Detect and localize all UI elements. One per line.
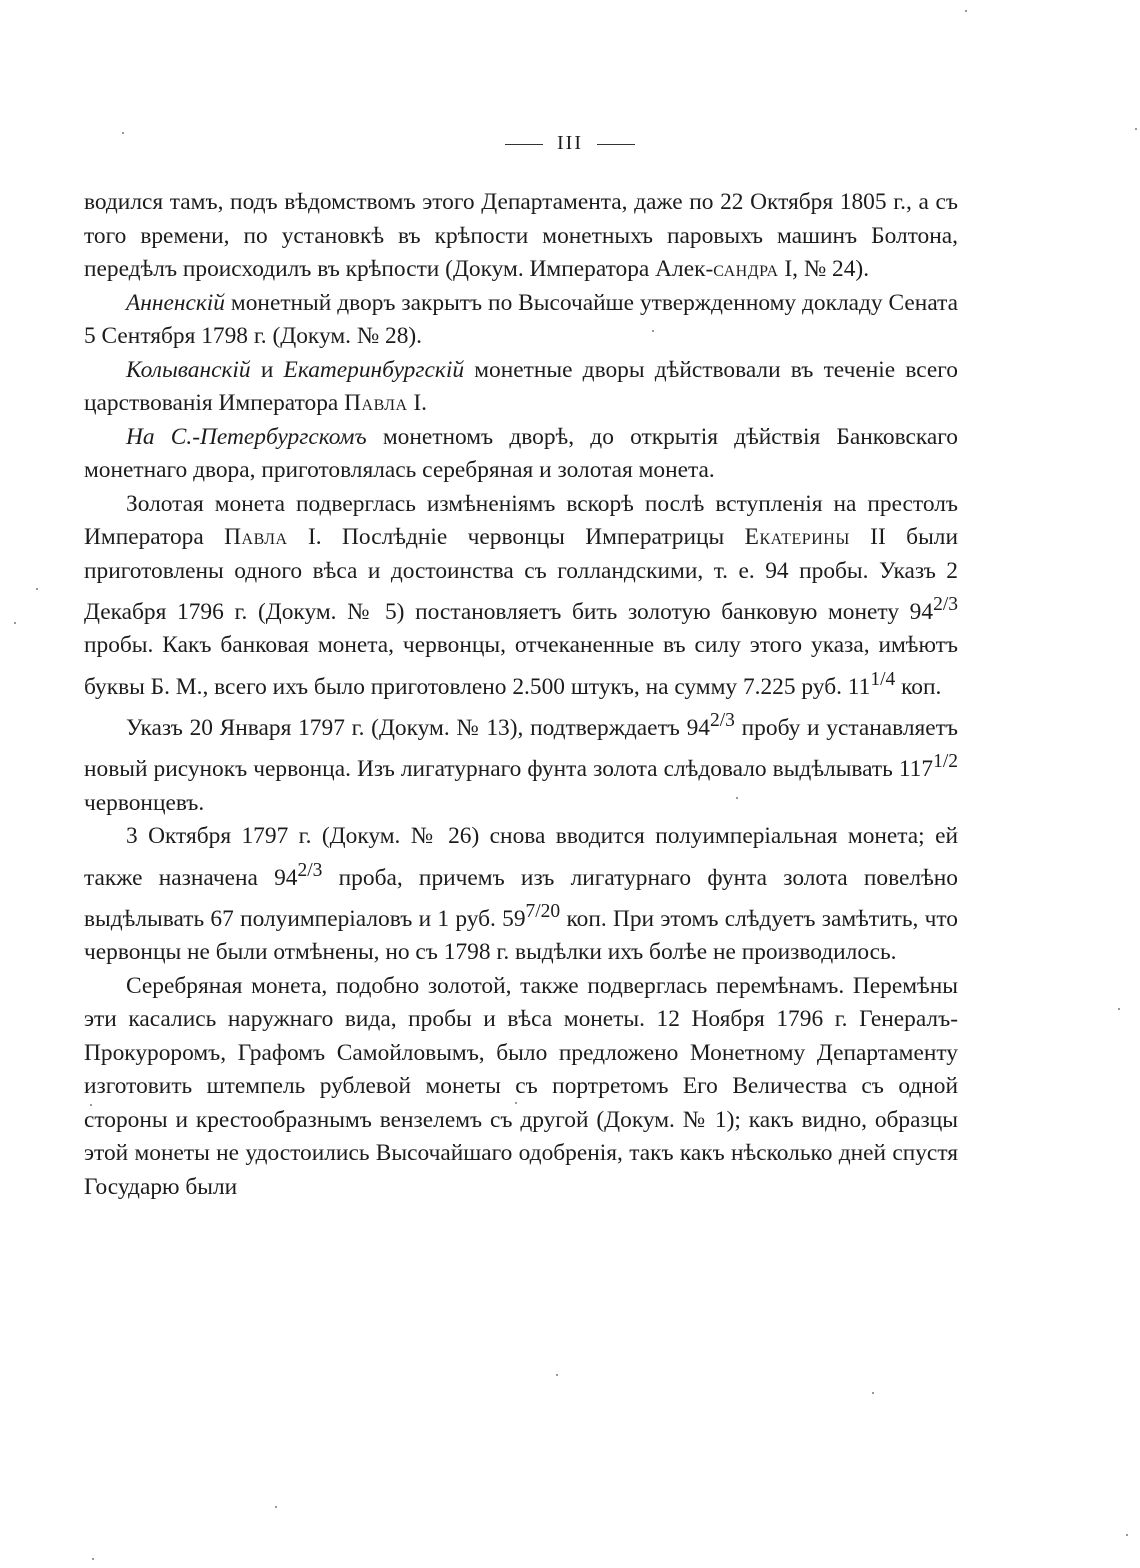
paragraph-7: 3 Октября 1797 г. (Докум. № 26) снова вводится полуимперіальная монета; ей также назначена $94^{2/3}$ проба, причемъ изъ лигатурнаго фунта золота повелѣно выдѣлывать 67 полуимперіаловъ и 1 руб. $59^{7/20}$ коп. При этомъ слѣдуетъ замѣтить, что червонцы не были отмѣнены, но съ 1798 г. выдѣлки ихъ болѣе не производилось. [84,823,958,966]
speck-2 [1135,128,1137,130]
speck-14 [92,1558,94,1560]
speck-9 [515,1102,517,1104]
speck-4 [652,330,654,332]
paragraph-3: Колыванскій и Екатеринбургскій монетные дворы дѣйствовали въ теченіе всего царствованія Императора Павла I. [84,356,958,416]
page-number: III [557,132,583,154]
page-header [0,128,1140,158]
speck-12 [872,1392,874,1394]
header-rule-left [505,144,543,145]
speck-3 [122,132,124,134]
paragraph-1: водился тамъ, подъ вѣдомствомъ этого Департамента, даже по 22 Октября 1805 г., а съ того времени, по установкѣ въ крѣпости монетныхъ паровыхъ машинъ Болтона, передѣлъ происходилъ въ крѣпости (Докум. Императора Алек-сандра I, № 24). [84,189,958,282]
speck-11 [556,1374,558,1376]
speck-7 [736,797,738,799]
paragraph-8: Серебряная монета, подобно золотой, также подверглась перемѣнамъ. Перемѣны эти касались наружнаго вида, пробы и вѣса монеты. 12 Ноября 1796 г. Генералъ-Прокуроромъ, Графомъ Самойловымъ, было предложено Монетному Департаменту изготовить штемпель рублевой монеты съ портретомъ Его Величества съ одной стороны и крестообразнымъ вензелемъ съ другой (Докум. № 1); какъ видно, образцы этой монеты не удостоились Высочайшаго одобренія, такъ какъ нѣсколько дней спустя Государю были [84,972,958,1200]
paragraph-5: Золотая монета подверглась измѣненіямъ вскорѣ послѣ вступленія на престолъ Императора Павла I. Послѣдніе червонцы Императрицы Екатерины II были приготовлены одного вѣса и достоинства съ голландскими, т. е. 94 пробы. Указъ 2 Декабря 1796 г. (Докум. № 5) постановляетъ бить золотую банковую монету $94^{2/3}$ пробы. Какъ банковая монета, червонцы, отчеканенные въ силу этого указа, имѣютъ буквы Б. М., всего ихъ было приготовлено 2.500 штукъ, на сумму 7.225 руб. $11^{1/4}$ коп. [84,490,958,700]
paragraph-4: На С.-Петербургскомъ монетномъ дворѣ, до открытія дѣйствія Банковскаго монетнаго двора, приготовлялась серебряная и золотая монета. [84,423,959,483]
paragraph-2: Анненскій монетный дворъ закрытъ по Высочайше утвержденному докладу Сената 5 Сентября 1798 г. (Докум. № 28). [84,289,958,349]
speck-8 [1118,1008,1120,1010]
speck-5 [14,622,16,624]
speck-13 [275,1506,277,1508]
header-rule-right [597,144,635,145]
speck-6 [36,588,38,590]
speck-15 [1126,1534,1128,1536]
speck-1 [965,10,967,12]
body-text [84,186,958,1204]
paragraph-6: Указъ 20 Января 1797 г. (Докум. № 13), подтверждаетъ $94^{2/3}$ пробу и устанавляетъ новый рисунокъ червонца. Изъ лигатурнаго фунта золота слѣдовало выдѣлывать $117^{1/2}$ червонцевъ. [84,710,958,816]
speck-10 [90,1104,92,1106]
